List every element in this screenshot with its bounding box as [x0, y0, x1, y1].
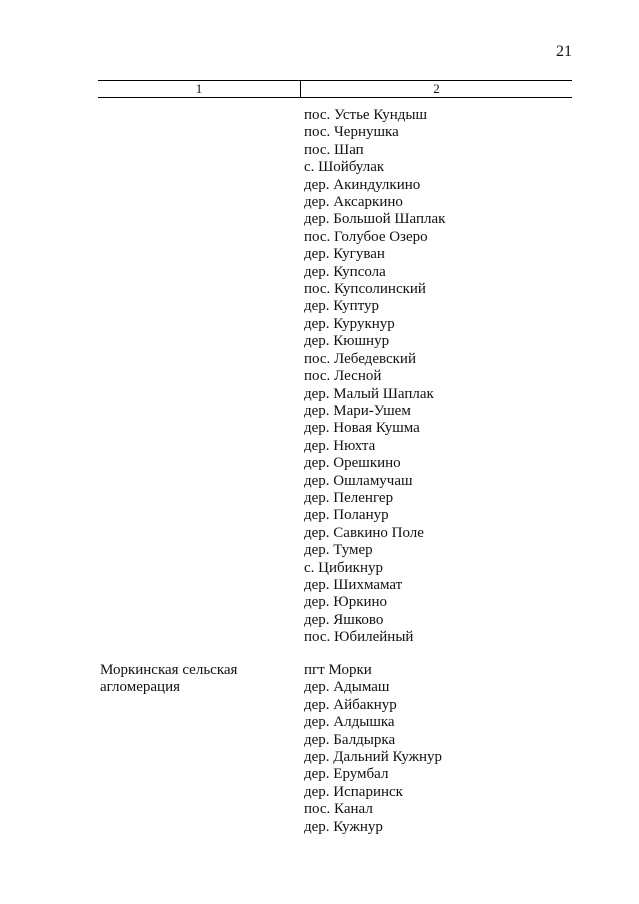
- settlement-item: пос. Лесной: [304, 368, 382, 385]
- table-header: [98, 80, 572, 98]
- settlement-item: дер. Куптур: [304, 298, 380, 315]
- settlement-item: дер. Курукнур: [304, 315, 395, 332]
- settlement-item: дер. Адымаш: [304, 679, 390, 696]
- settlement-item: дер. Шихмамат: [304, 576, 403, 593]
- settlement-item: пос. Канал: [304, 801, 373, 818]
- region-name: [100, 662, 280, 697]
- settlement-item: пос. Юбилейный: [304, 629, 414, 646]
- settlement-item: с. Шойбулак: [304, 159, 385, 176]
- settlement-item: дер. Юркино: [304, 594, 388, 611]
- settlement-item: дер. Ерумбал: [304, 766, 389, 783]
- settlement-item: дер. Айбакнур: [304, 696, 397, 713]
- settlement-item: пос. Чернушка: [304, 124, 399, 141]
- settlement-item: дер. Мари-Ушем: [304, 402, 411, 419]
- settlement-item: дер. Нюхта: [304, 437, 376, 454]
- settlement-list: [304, 107, 445, 647]
- settlement-item: пос. Лебедевский: [304, 350, 416, 367]
- settlement-item: дер. Алдышка: [304, 714, 395, 731]
- settlement-item: дер. Балдырка: [304, 731, 396, 748]
- settlement-item: дер. Поланур: [304, 507, 389, 524]
- settlement-item: пос. Голубое Озеро: [304, 228, 428, 245]
- settlement-item: дер. Кугуван: [304, 246, 385, 263]
- settlement-item: дер. Ошламучаш: [304, 472, 413, 489]
- column-header-1: 1: [195, 81, 203, 96]
- settlement-item: дер. Малый Шаплак: [304, 385, 434, 402]
- region-name-line: агломерация: [100, 679, 181, 696]
- settlement-item: дер. Акиндулкино: [304, 176, 421, 193]
- settlement-item: дер. Большой Шаплак: [304, 211, 446, 228]
- column-header-2: 2: [433, 81, 440, 96]
- settlement-list: [304, 662, 442, 836]
- settlement-item: дер. Савкино Поле: [304, 524, 424, 541]
- settlement-item: дер. Яшково: [304, 611, 384, 628]
- settlement-item: дер. Новая Кушма: [304, 420, 420, 437]
- settlement-item: дер. Кужнур: [304, 818, 383, 835]
- settlement-item: дер. Испаринск: [304, 783, 403, 800]
- settlement-item: пос. Купсолинский: [304, 281, 426, 298]
- settlement-item: с. Цибикнур: [304, 559, 383, 576]
- settlement-item: дер. Кюшнур: [304, 333, 390, 350]
- page-number: 21: [556, 43, 572, 60]
- settlement-item: пос. Устье Кундыш: [304, 107, 428, 123]
- settlement-item: дер. Купсола: [304, 263, 386, 280]
- settlement-item: дер. Пеленгер: [304, 489, 394, 506]
- region-name-line: Моркинская сельская: [100, 662, 238, 678]
- settlement-item: дер. Дальний Кужнур: [304, 749, 443, 766]
- settlement-item: пгт Морки: [304, 662, 372, 678]
- settlement-item: дер. Орешкино: [304, 455, 401, 472]
- settlement-item: дер. Тумер: [304, 542, 373, 559]
- settlement-item: дер. Аксаркино: [304, 194, 403, 211]
- settlement-item: пос. Шап: [304, 141, 364, 158]
